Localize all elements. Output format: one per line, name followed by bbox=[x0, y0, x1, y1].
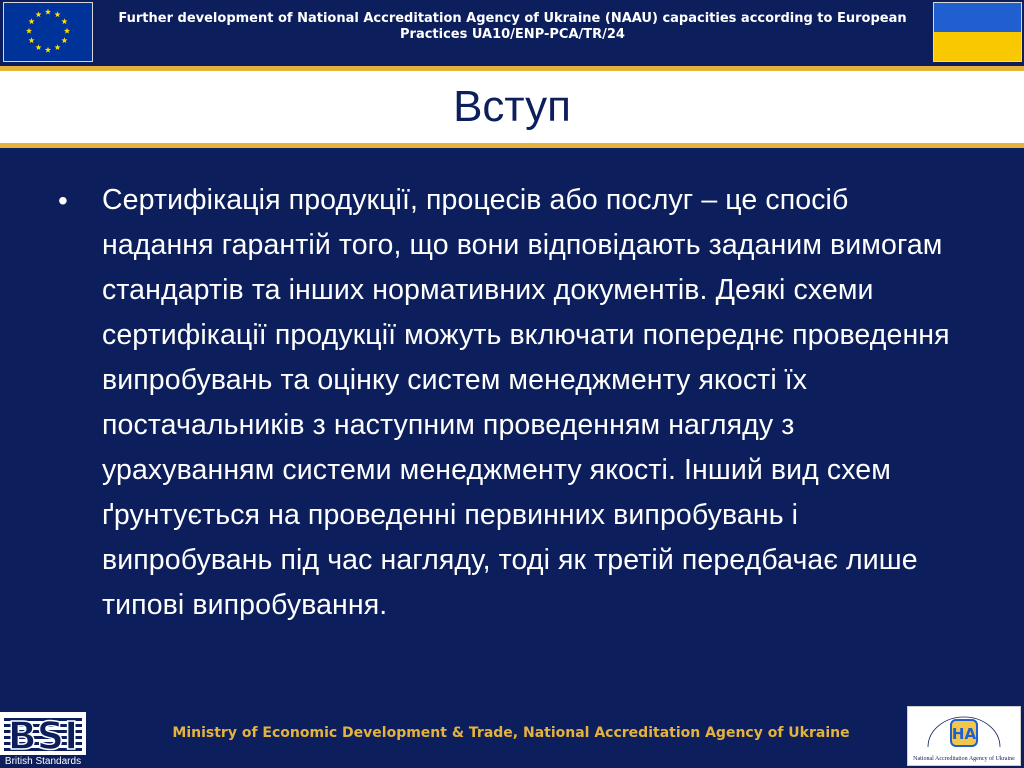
eu-flag-logo bbox=[3, 2, 93, 62]
project-title: Further development of National Accreditation Agency of Ukraine (NAAU) capacities according to European Practices UA10/ENP-PCA/TR/24 bbox=[118, 11, 907, 42]
bullet-text: Сертифікація продукції, процесів або послуг – це спосіб надання гарантій того, що вони відповідають заданим вимогам стандартів та інших нормативних документів. Деякі схеми сертифікації продукції можуть включати попереднє проведення випробувань та оцінку систем менеджменту якості їх постачальників з наступним проведенням нагляду з урахуванням системи менеджменту якості. Інший вид схем ґрунтується на проведенні первинних випробувань і випробувань під час нагляду, тоді як третій передбачає лише типові випробування. bbox=[102, 184, 950, 621]
naau-caption: National Accreditation Agency of Ukraine bbox=[913, 756, 1015, 762]
header-bar bbox=[0, 0, 1024, 66]
naau-logo bbox=[907, 706, 1021, 766]
footer-text: Ministry of Economic Development & Trade, National Accreditation Agency of Ukraine bbox=[172, 725, 850, 741]
bsi-logo bbox=[0, 712, 86, 768]
eu-star-icon bbox=[35, 11, 41, 17]
eu-star-icon bbox=[29, 37, 35, 43]
eu-star-icon bbox=[64, 28, 70, 34]
bullet-dot-icon: • bbox=[58, 185, 68, 216]
eu-star-icon bbox=[29, 18, 35, 24]
eu-star-icon bbox=[61, 37, 67, 43]
naau-monogram: НА bbox=[951, 725, 977, 743]
ukraine-flag-logo bbox=[933, 2, 1022, 62]
slide-title: Вступ bbox=[453, 82, 571, 131]
eu-star-icon bbox=[45, 47, 51, 53]
slide-content bbox=[58, 178, 968, 628]
eu-star-icon bbox=[61, 18, 67, 24]
bullet-item bbox=[58, 178, 968, 628]
gold-divider-bottom bbox=[0, 143, 1024, 148]
eu-star-icon bbox=[54, 11, 60, 17]
bsi-wordmark: BSI bbox=[7, 714, 79, 755]
eu-star-icon bbox=[26, 28, 32, 34]
title-band bbox=[0, 71, 1024, 143]
eu-star-icon bbox=[45, 9, 51, 15]
bsi-caption: British Standards bbox=[0, 755, 86, 768]
eu-star-icon bbox=[35, 44, 41, 50]
eu-star-icon bbox=[54, 44, 60, 50]
